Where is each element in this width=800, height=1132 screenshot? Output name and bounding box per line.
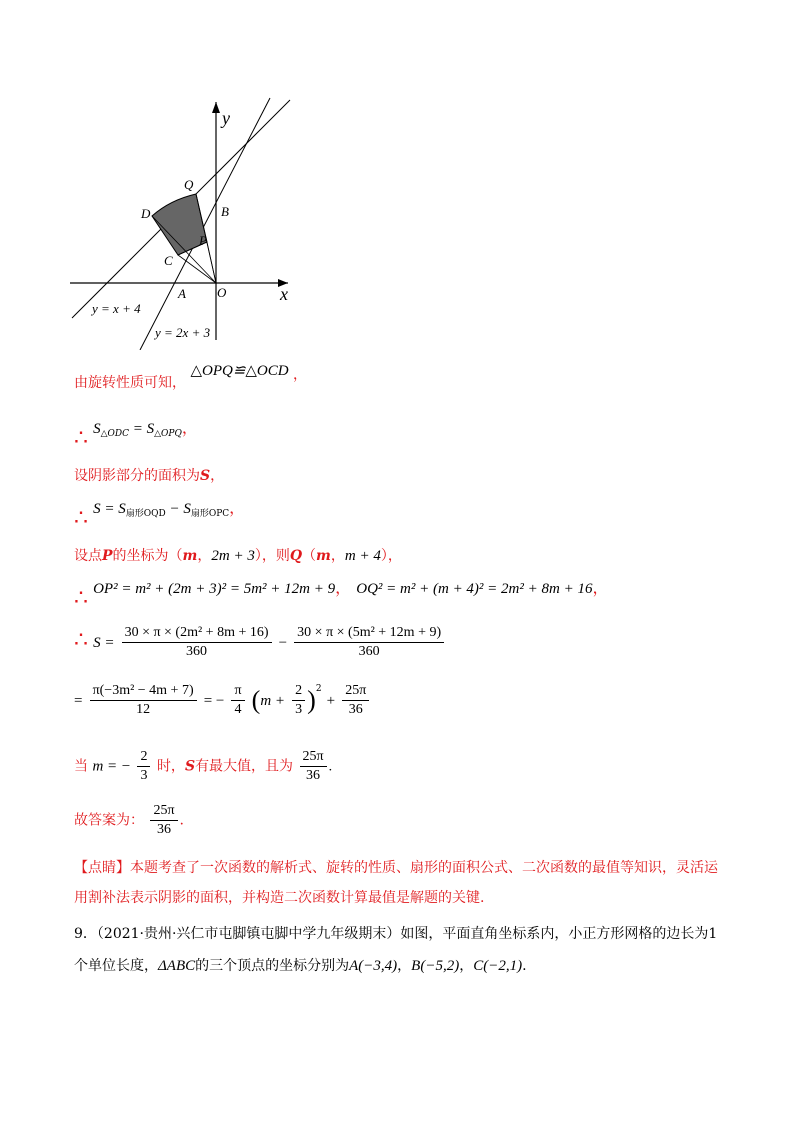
rotation-line	[74, 363, 308, 392]
oq2-expr: OQ² = m² + (m + 4)² = 2m² + 8m + 16	[356, 581, 593, 597]
let-p-m2: m	[316, 548, 331, 564]
let-p-coord: 2m + 3	[211, 548, 255, 564]
let-p-e: （	[302, 548, 317, 564]
s-formula-den1: 360	[186, 644, 208, 659]
q9-line2b: 的三个顶点的坐标分别为	[195, 958, 350, 974]
s-vertex-in-den: 3	[295, 702, 303, 717]
label-line2: y = 2x + 3	[155, 325, 211, 340]
s-vertex-frac	[231, 682, 244, 719]
q9-end: .	[522, 958, 527, 974]
area-equality-line	[74, 414, 198, 451]
when-line: 当 m = − $\frac{2}{3}$ 时，S有最大值，且为 $\frac{25\pi}{36}$ .	[74, 749, 333, 783]
s-formula-num1: 30 × π × (2m² + 8m + 16)	[122, 624, 272, 643]
answer-den: 36	[156, 822, 171, 837]
segment-OP	[207, 242, 216, 283]
label-x: x	[280, 284, 288, 304]
s-sub1: 扇形OQD	[125, 509, 166, 519]
remark-tag: 【点睛】	[74, 860, 130, 876]
s-vertex-inner-frac	[292, 682, 305, 719]
coordinate-figure	[60, 95, 320, 350]
label-O: O	[217, 285, 227, 300]
when-num: 2	[137, 748, 150, 767]
when-frac	[137, 748, 150, 785]
when-s: S	[184, 758, 196, 775]
answer-line: 故答案为： $\frac{25\pi}{36}$ .	[74, 803, 184, 837]
answer-num: 25π	[150, 802, 177, 821]
s-simplified-line: = $\frac{\text{π(−3m² − 4m + 7)}}{12}$ = − $\frac{\pi}{4}$ (m + $\frac{2}{3}$ )$^2$ + $\frac{25\pi}{36}$	[74, 682, 371, 719]
q9-triangle: ΔABC	[158, 958, 196, 974]
remark-paragraph	[74, 853, 718, 913]
therefore-symbol-2: ∴	[74, 506, 88, 531]
label-P: P	[199, 233, 207, 248]
let-p-c: ，	[197, 548, 212, 564]
distance-line	[74, 574, 609, 611]
let-p-a: 设点	[74, 548, 102, 564]
q9-line2a: 个单位长度，	[74, 958, 158, 974]
when-a: 当	[74, 758, 88, 775]
when-max-num: 25π	[300, 748, 327, 767]
when-b: 时，	[156, 758, 185, 775]
comma5: ，	[592, 578, 609, 597]
comma: ，	[293, 367, 308, 383]
op2-expr: OP² = m² + (2m + 3)² = 5m² + 12m + 9	[93, 581, 336, 597]
question-9: 9．（2021·贵州·兴仁市屯脚镇屯脚中学九年级期末）如图，平面直角坐标系内，小正方形网格的边长为1 个单位长度，ΔABC的三个顶点的坐标分别为A(−3,4)，B(−5,2)，C(−2,1).	[74, 918, 717, 982]
comma3: ，	[229, 498, 246, 517]
let-shaded-line	[74, 465, 224, 485]
therefore-symbol-4: ∴	[74, 628, 88, 653]
s-formula-frac2	[294, 624, 444, 661]
label-D: D	[141, 206, 151, 221]
s-vertex-in-num: 2	[292, 682, 305, 701]
q9-point-C: C(−2,1)	[473, 958, 523, 974]
remark-line2: 用割补法表示阴影的面积，并构造二次函数计算最值是解题的关键.	[74, 890, 485, 906]
q9-point-B: B(−5,2)	[411, 958, 460, 974]
s-simpl-num: π(−3m² − 4m + 7)	[90, 682, 197, 701]
remark-line1: 本题考查了一次函数的解析式、旋转的性质、扇形的面积公式、二次函数的最值等知识，灵活运	[130, 860, 718, 876]
label-y: y	[222, 108, 230, 128]
s-formula-den2: 360	[358, 644, 380, 659]
q9-point-A: A(−3,4)	[349, 958, 398, 974]
let-p-d: ），则	[254, 548, 290, 564]
s-vertex-c-den: 36	[348, 702, 363, 717]
when-c: 有最大值，且为	[195, 758, 294, 775]
label-A: A	[178, 286, 186, 301]
s-sub2: 扇形OPC	[190, 509, 230, 519]
let-shaded-b: ，	[210, 468, 225, 484]
s-formula-line: ∴ S = $\frac{\text{30 × π × (2m² + 8m + 16)}}{360}$ − $\frac{\text{30 × π × (5m² + 12m + 9)}}{360}$	[74, 624, 446, 661]
comma4: ，	[335, 578, 352, 597]
answer-label: 故答案为：	[74, 812, 144, 829]
s-formula-num2: 30 × π × (5m² + 12m + 9)	[294, 624, 444, 643]
let-p-coord2: m + 4	[344, 548, 381, 564]
s-eq: S = S	[93, 501, 126, 517]
s-formula-frac1	[122, 624, 272, 661]
area-eq-mid: = S	[129, 421, 155, 437]
area-eq-sub1: △ODC	[100, 429, 129, 439]
when-m: m = −	[92, 758, 132, 775]
s-vertex-a: π	[231, 682, 244, 701]
when-max-den: 36	[306, 768, 321, 783]
s-vertex-c-num: 25π	[342, 682, 369, 701]
therefore-symbol-3: ∴	[74, 586, 88, 611]
let-p-f: ，	[330, 548, 345, 564]
label-Q: Q	[184, 177, 194, 192]
s-vertex-b: 4	[234, 702, 242, 717]
let-p-line	[74, 545, 402, 565]
area-eq-sub2: △OPQ	[154, 429, 182, 439]
let-p-p: P	[102, 548, 113, 564]
s-simpl-den: 12	[136, 702, 151, 717]
answer-frac	[150, 802, 177, 839]
let-p-g: ），	[380, 548, 402, 564]
comma2: ，	[181, 418, 198, 437]
when-max-frac	[300, 748, 327, 785]
label-line1: y = x + 4	[92, 301, 141, 316]
label-C: C	[164, 253, 173, 268]
congruence-expr: △OPQ≌△OCD	[190, 363, 289, 379]
therefore-symbol: ∴	[74, 426, 88, 451]
let-p-b: 的坐标为（	[112, 548, 183, 564]
s-vertex-c-frac	[342, 682, 369, 719]
s-simpl-frac	[90, 682, 197, 719]
let-shaded-s: S	[200, 468, 211, 484]
label-B: B	[221, 204, 229, 219]
y-axis-arrow-icon	[212, 102, 220, 113]
when-den: 3	[140, 768, 148, 783]
let-p-q: Q	[289, 548, 303, 564]
area-eq-lhs: S	[93, 421, 101, 437]
let-p-m: m	[182, 548, 198, 564]
s-minus: − S	[165, 501, 191, 517]
s-difference-line	[74, 494, 246, 531]
let-shaded-a: 设阴影部分的面积为	[74, 468, 200, 484]
rotation-intro: 由旋转性质可知，	[74, 375, 186, 391]
q9-line1: 9．（2021·贵州·兴仁市屯脚镇屯脚中学九年级期末）如图，平面直角坐标系内，小正方形网格的边长为1	[74, 926, 718, 942]
